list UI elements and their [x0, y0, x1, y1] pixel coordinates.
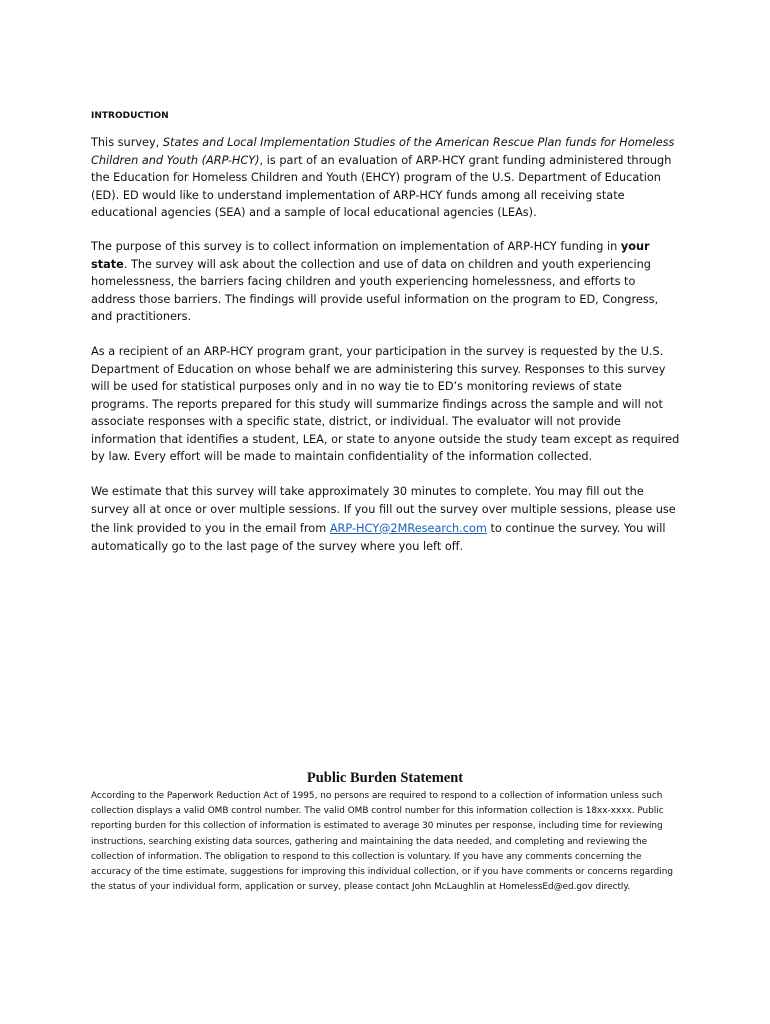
introduction-heading: INTRODUCTION [91, 111, 169, 121]
public-burden-title: Public Burden Statement [306, 770, 464, 786]
p1-rest: , is part of an evaluation of ARP-HCY grant funding administered through the Education for Homeless Children and Youth (EHCY) program of the U.S. Department of Education (ED). ED would like to understand implementation of ARP-HCY funds among all receiving state educational agencies (SEA) and a sample of local educational agencies (LEAs). [91, 153, 672, 219]
email-link[interactable]: ARP-HCY@2MResearch.com [329, 521, 487, 535]
p2-lead: The purpose of this survey is to collect information on implementation of ARP-HCY funding in [91, 240, 621, 253]
p4-lead: We estimate that this survey will take approximately 30 minutes to complete. You may fill out the survey all at once or over multiple sessions. If you fill out the survey over multiple sessions, please use the link provided to you in the email from [91, 485, 676, 535]
p4-rest: to continue the survey. You will automatically go to the last page of the survey where you left off. [91, 521, 666, 553]
intro-paragraph-4 [91, 483, 681, 556]
p2-rest: . The survey will ask about the collection and use of data on children and youth experiencing homelessness, the barriers facing children and youth experiencing homelessness, and efforts to address those barriers. The findings will provide useful information on the program to ED, Congress, and practitioners. [91, 257, 659, 323]
p1-lead: This survey, [91, 136, 163, 149]
intro-paragraph-3: As a recipient of an ARP-HCY program grant, your participation in the survey is requested by the U.S. Department of Education on whose behalf we are administering this survey. Responses to this survey will be used for statistical purposes only and in no way tie to ED’s monitoring reviews of state programs. The reports prepared for this study will summarize findings across the sample and will not associate responses with a specific state, district, or individual. The evaluator will not provide information that identifies a student, LEA, or state to anyone outside the study team except as required by law. Every effort will be made to maintain confidentiality of the information collected. [91, 345, 680, 463]
intro-paragraph-1 [91, 134, 681, 222]
intro-paragraph-2 [91, 238, 681, 326]
survey-title: States and Local Implementation Studies of the American Rescue Plan funds for Homeless Children and Youth (ARP-HCY) [91, 136, 675, 167]
your-state-emphasis: your state [91, 240, 650, 271]
public-burden-text: According to the Paperwork Reduction Act of 1995, no persons are required to respond to a collection of information unless such collection displays a valid OMB control number. The valid OMB control number for this information collection is 18xx-xxxx. Public reporting burden for this collection of information is estimated to average 30 minutes per response, including time for reviewing instructions, searching existing data sources, gathering and maintaining the data needed, and completing and reviewing the collection of information. The obligation to respond to this collection is voluntary. If you have any comments concerning the accuracy of the time estimate, suggestions for improving this individual collection, or if you have comments or concerns regarding the status of your individual form, application or survey, please contact John McLaughlin at HomelessEd@ed.gov directly. [91, 791, 674, 893]
